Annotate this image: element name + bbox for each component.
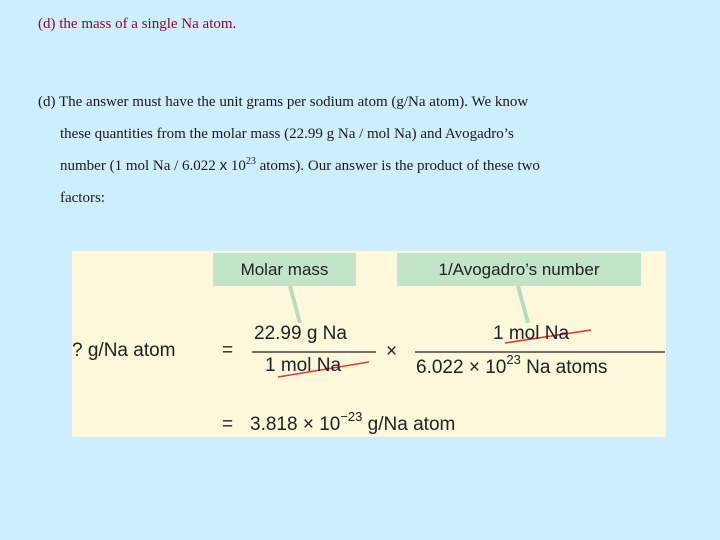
result-b: g/Na atom <box>362 414 456 435</box>
paragraph-line-3-c: atoms). Our answer is the product of these two <box>255 158 540 174</box>
paragraph-line-3-a: number (1 mol Na / 6.022 <box>60 158 220 174</box>
molar-pointer <box>290 286 300 323</box>
fraction2-denominator-b: Na atoms <box>520 357 608 378</box>
explanation-paragraph <box>38 86 678 214</box>
molar-mass-label: Molar mass <box>213 253 356 286</box>
equals-sign-2: = <box>222 414 234 435</box>
avogadro-label: 1/Avogadro’s number <box>397 253 641 286</box>
paragraph-line-1: (d) The answer must have the unit grams per sodium atom (g/Na atom). We know <box>38 94 529 110</box>
fraction2-denominator <box>416 352 608 379</box>
result-expression <box>250 409 456 436</box>
paragraph-line-3-b: 10 <box>227 158 246 174</box>
heading: (d) the mass of a single Na atom. <box>38 16 237 32</box>
paragraph-line-4: factors: <box>60 190 105 206</box>
equals-sign-1: = <box>222 340 234 361</box>
fraction1-denominator: 1 mol Na <box>265 355 342 376</box>
fraction2-numerator: 1 mol Na <box>493 323 570 344</box>
calculation-figure <box>72 251 666 437</box>
fraction1-numerator: 22.99 g Na <box>254 323 347 344</box>
avogadro-pointer <box>518 286 528 323</box>
paragraph-times-symbol: x <box>219 157 228 174</box>
times-sign: × <box>386 341 398 362</box>
fraction2-denominator-a: 6.022 × 10 <box>416 357 507 378</box>
result-a: 3.818 × 10 <box>250 414 341 435</box>
fraction2-exponent: 23 <box>506 352 521 367</box>
result-exponent: −23 <box>340 409 363 424</box>
lhs-expression: ? g/Na atom <box>72 340 176 361</box>
paragraph-exponent: 23 <box>245 156 256 167</box>
paragraph-line-2: these quantities from the molar mass (22.99 g Na / mol Na) and Avogadro’s <box>60 126 514 142</box>
paragraph-line-3 <box>38 150 678 182</box>
